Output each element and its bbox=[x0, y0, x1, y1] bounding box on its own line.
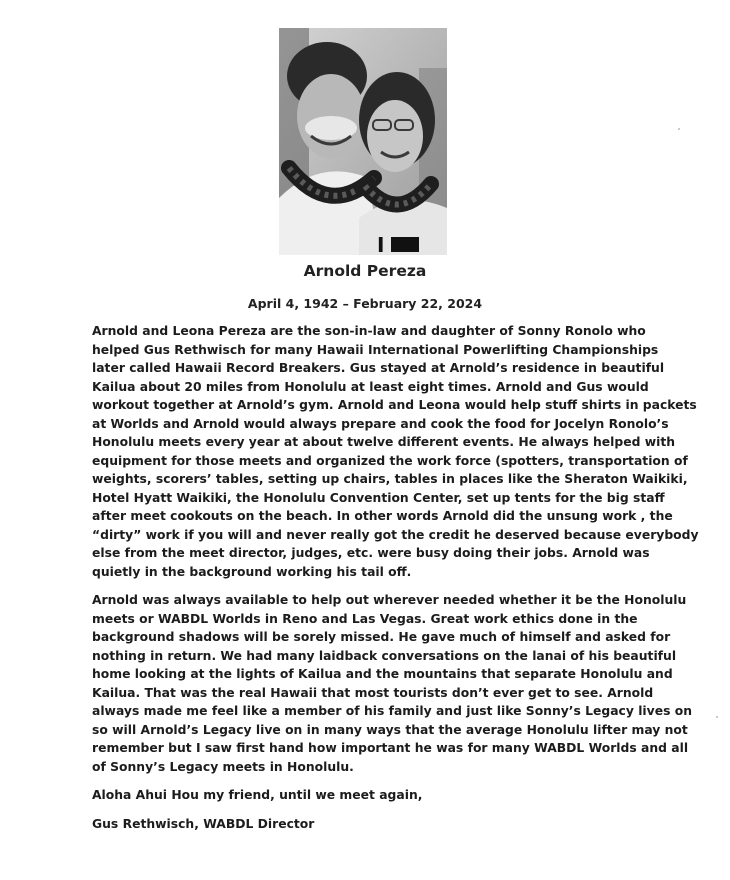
closing-line: Aloha Ahui Hou my friend, until we meet again, bbox=[92, 788, 423, 802]
text-line: Kailua about 20 miles from Honolulu at least eight times. Arnold and Gus would bbox=[92, 379, 649, 394]
text-line: after meet cookouts on the beach. In other words Arnold did the unsung work , the bbox=[92, 509, 673, 523]
tribute-paragraph-2 bbox=[92, 591, 692, 776]
text-line: always made me feel like a member of his family and just like Sonny’s Legacy lives on bbox=[92, 704, 692, 718]
life-dates: April 4, 1942 – February 22, 2024 bbox=[247, 296, 483, 311]
text-line: Hotel Hyatt Waikiki, the Honolulu Convention Center, set up tents for the big staff bbox=[92, 490, 665, 505]
text-line: Arnold and Leona Pereza are the son-in-law and daughter of Sonny Ronolo who bbox=[92, 324, 646, 338]
tribute-paragraph-1 bbox=[92, 322, 699, 581]
text-line: weights, scorers’ tables, setting up chairs, tables in places like the Sheraton Waikiki, bbox=[92, 472, 688, 486]
memorial-name: Arnold Pereza bbox=[303, 262, 427, 280]
tribute-body bbox=[92, 322, 699, 843]
text-line: quietly in the background working his tail off. bbox=[92, 564, 412, 579]
text-line: remember but I saw first hand how important he was for many WABDL Worlds and all bbox=[92, 741, 689, 755]
scan-speck bbox=[678, 128, 680, 130]
text-line: workout together at Arnold’s gym. Arnold and Leona would help stuff shirts in packets bbox=[92, 398, 697, 412]
text-line: “dirty” work if you will and never really got the credit he deserved because everybody bbox=[92, 527, 699, 542]
text-line: Kailua. That was the real Hawaii that most tourists don’t ever get to see. Arnold bbox=[92, 685, 654, 700]
couple-portrait-image bbox=[279, 28, 447, 255]
text-line: so will Arnold’s Legacy live on in many ways that the average Honolulu lifter may not bbox=[92, 722, 688, 737]
text-line: Honolulu meets every year at about twelve different events. He always helped with bbox=[92, 435, 676, 449]
text-line: equipment for those meets and organized the work force (spotters, transportation of bbox=[92, 453, 688, 468]
text-line: meets or WABDL Worlds in Reno and Las Vegas. Great work ethics done in the bbox=[92, 611, 638, 626]
text-line: Arnold was always available to help out wherever needed whether it be the Honolulu bbox=[92, 593, 687, 607]
text-line: home looking at the lights of Kailua and the mountains that separate Honolulu and bbox=[92, 667, 673, 681]
text-line: else from the meet director, judges, etc. were busy doing their jobs. Arnold was bbox=[92, 546, 650, 560]
text-line: at Worlds and Arnold would always prepare and cook the food for Jocelyn Ronolo’s bbox=[92, 416, 669, 431]
memorial-photo bbox=[279, 28, 447, 255]
signature: Gus Rethwisch, WABDL Director bbox=[92, 816, 315, 831]
text-line: background shadows will be sorely missed. He gave much of himself and asked for bbox=[92, 630, 671, 644]
text-line: nothing in return. We had many laidback conversations on the lanai of his beautiful bbox=[92, 648, 677, 663]
text-line: later called Hawaii Record Breakers. Gus stayed at Arnold’s residence in beautiful bbox=[92, 361, 665, 375]
text-line: helped Gus Rethwisch for many Hawaii International Powerlifting Championships bbox=[92, 342, 659, 357]
scan-speck bbox=[716, 716, 718, 718]
text-line: of Sonny’s Legacy meets in Honolulu. bbox=[92, 759, 354, 774]
shirt-lettering: I bbox=[377, 233, 385, 255]
